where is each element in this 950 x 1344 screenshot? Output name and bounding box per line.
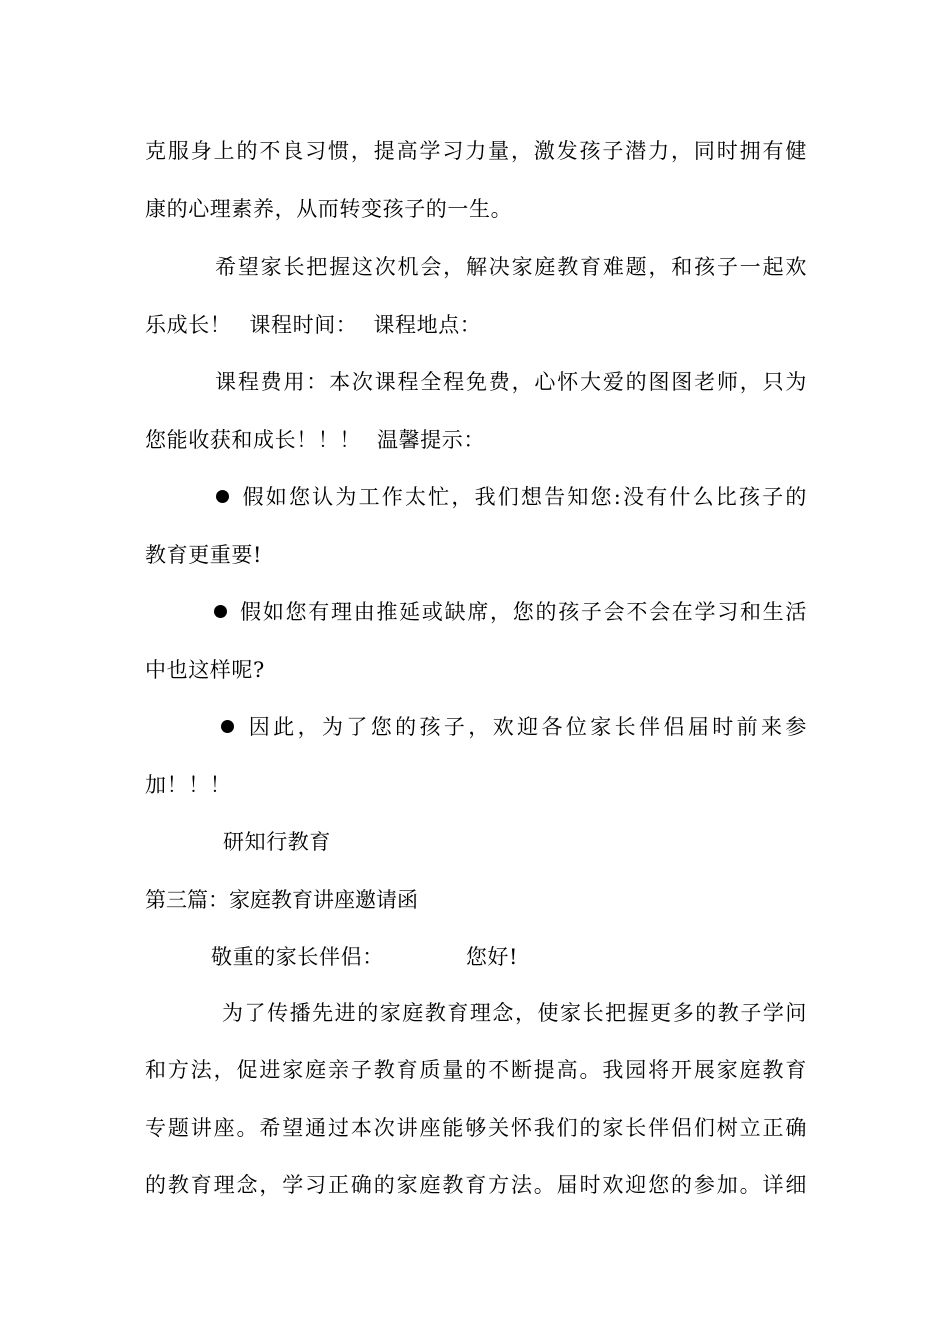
section-title: 第三篇：家庭教育讲座邀请函 [145,888,418,912]
bullet-line [216,482,807,512]
greeting: 您好! [465,945,519,969]
paragraph-line: 为了传播先进的家庭教育理念，使家长把握更多的教子学问 [222,1001,807,1025]
tips-label: 温馨提示： [377,428,485,452]
paragraph-line: 的教育理念，学习正确的家庭教育方法。届时欢迎您的参加。详细 [145,1173,807,1197]
bullet-line [221,712,807,742]
signature-line: 研知行教育 [223,830,331,854]
paragraph-line: 课程费用：本次课程全程免费，心怀大爱的图图老师，只为 [215,370,807,394]
salutation: 敬重的家长伴侣： [211,945,384,969]
paragraph-line [145,310,807,340]
paragraph-line: 教育更重要! [145,543,263,567]
course-time-label: 课程时间： [249,313,358,337]
paragraph-line: 克服身上的不良习惯，提高学习力量，激发孩子潜力，同时拥有健 [145,139,807,163]
paragraph-line: 希望家长把握这次机会，解决家庭教育难题，和孩子一起欢 [215,255,807,279]
bullet-icon [214,605,227,618]
bullet-text: 因此，为了您的孩子，欢迎各位家长伴侣届时前来参 [246,715,807,739]
bullet-text: 假如您认为工作太忙，我们想告知您:没有什么比孩子的 [241,485,807,509]
paragraph-line: 专题讲座。希望通过本次讲座能够关怀我们的家长伴侣们树立正确 [145,1116,807,1140]
paragraph-line [145,425,807,455]
bullet-icon [221,720,234,733]
bullet-icon [216,490,229,503]
paragraph-line: 康的心理素养，从而转变孩子的一生。 [145,197,513,221]
text-span: 乐成长！ [145,313,232,337]
paragraph-line: 和方法，促进家庭亲子教育质量的不断提高。我园将开展家庭教育 [145,1058,807,1082]
greeting-line [211,942,873,972]
text-span: 您能收获和成长！！！ [145,428,361,452]
bullet-text: 假如您有理由推延或缺席，您的孩子会不会在学习和生活 [239,600,807,624]
paragraph-line: 中也这样呢? [145,658,265,682]
paragraph-line: 加！！！ [145,773,232,797]
course-location-label: 课程地点： [373,313,482,337]
bullet-line [214,597,807,627]
